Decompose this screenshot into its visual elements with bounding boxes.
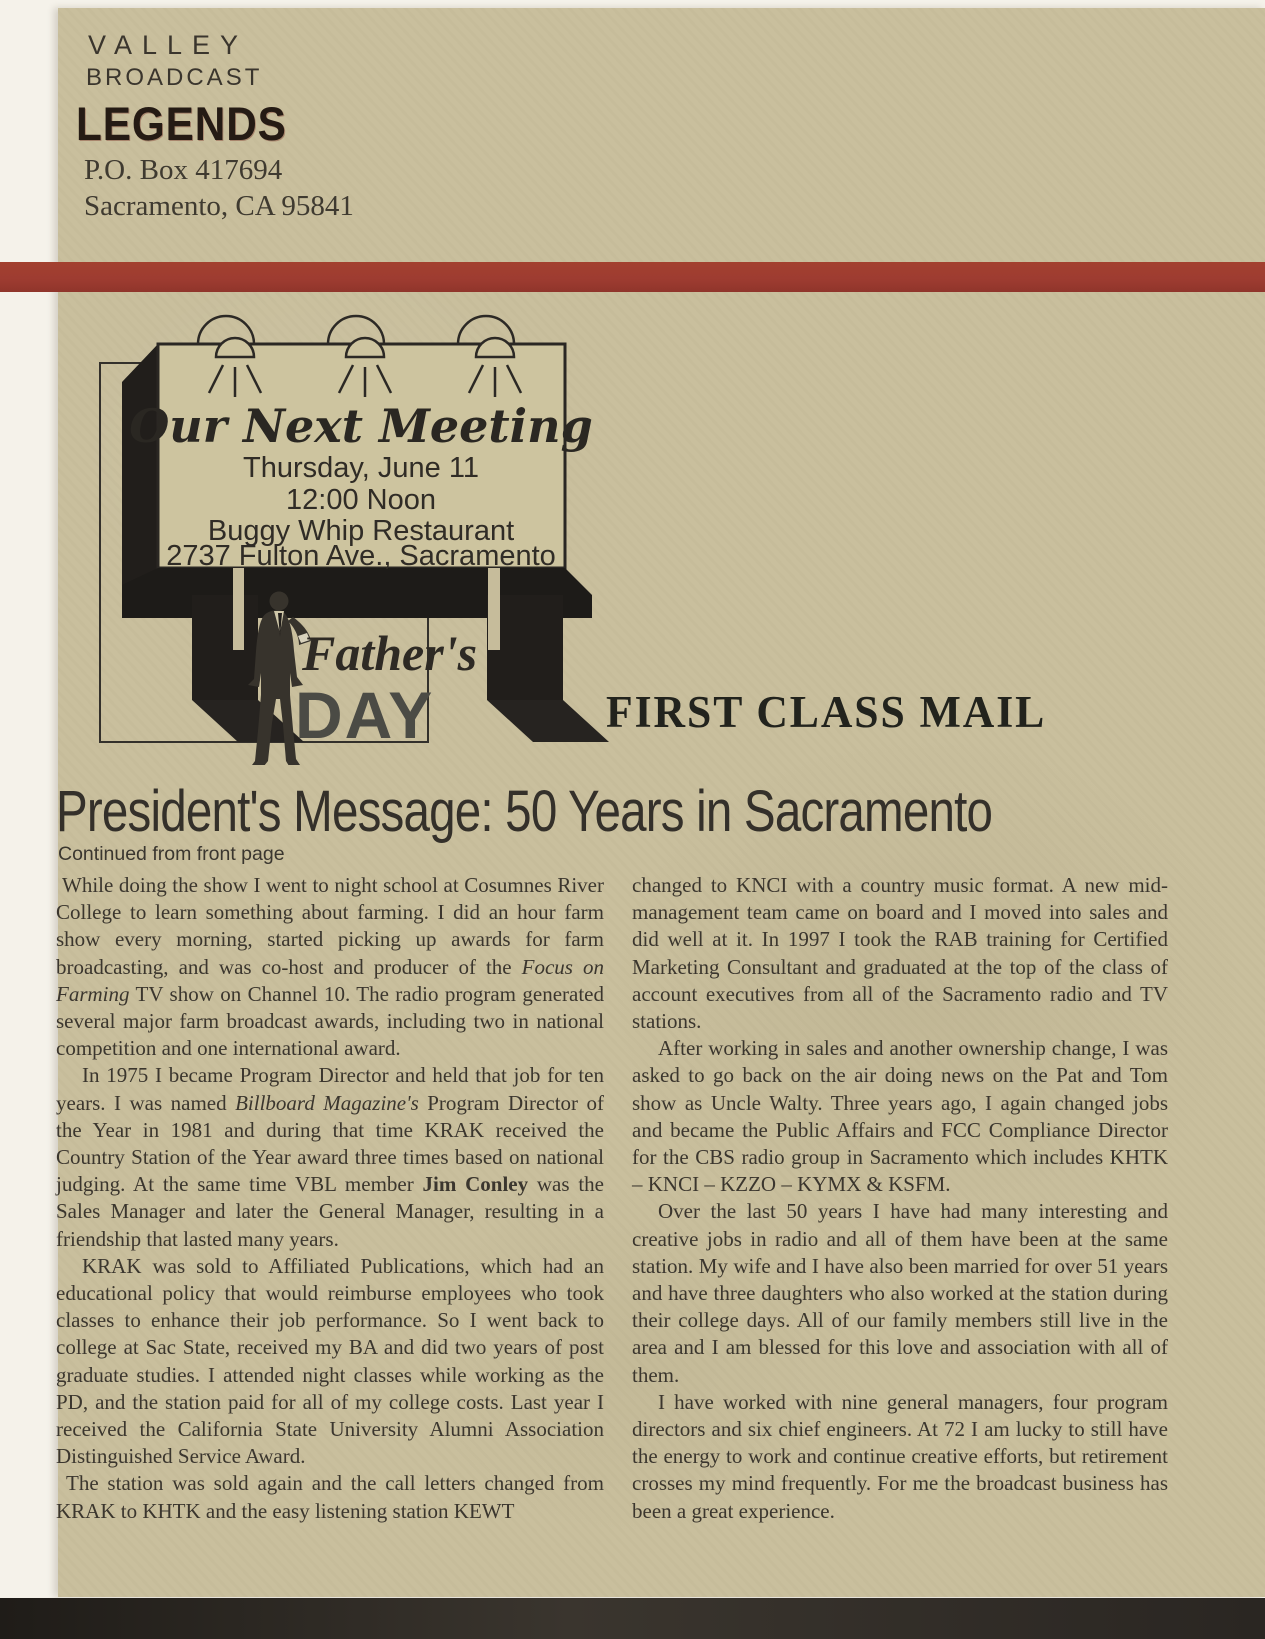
po-box-address: P.O. Box 417694 xyxy=(84,154,283,186)
paragraph-segment: Billboard Magazine's xyxy=(235,1090,419,1115)
paragraph-segment: Over the last 50 years I have had many interesting and creative jobs in radio and all of them have been at the same station. My wife and I have also been married for over 51 years and have three daughters who also worked at the station during their college days. All of our family members still live in the area and I am blessed for this love and association with all of them. xyxy=(632,1199,1168,1387)
article-body xyxy=(56,872,1168,1525)
masthead-broadcast: BROADCAST xyxy=(86,64,263,91)
left-leg-highlight xyxy=(233,568,244,650)
meeting-address: 2737 Fulton Ave., Sacramento xyxy=(166,540,556,572)
billboard-meeting-graphic xyxy=(90,295,630,765)
fathers-day-script: Father's xyxy=(302,625,478,681)
paragraph-segment: Focus on Farming xyxy=(56,954,604,1006)
meeting-title: Our Next Meeting xyxy=(129,399,593,453)
paragraph-segment: The station was sold again and the call letters changed from KRAK to KHTK and the easy listening station KEWT xyxy=(56,1471,604,1523)
article-paragraph xyxy=(632,1389,1168,1525)
article-column-right xyxy=(632,872,1168,1525)
article-column-left xyxy=(56,872,604,1525)
article-headline: President's Message: 50 Years in Sacramento xyxy=(56,779,993,844)
red-divider-stripe xyxy=(0,262,1265,292)
paragraph-segment: I have worked with nine general managers, four program directors and six chief engineers. At 72 I am lucky to still have the energy to work and continue creative efforts, but retirement crosses my mind frequently. For me the broadcast business has been a great experience. xyxy=(632,1389,1168,1523)
paragraph-segment: changed to KNCI with a country music format. A new mid-management team came on board and I moved into sales and did well at it. In 1997 I took the RAB training for Certified Marketing Consultant and graduated at the top of the class of account executives from all of the Sacramento radio and TV stations. xyxy=(632,873,1168,1034)
paragraph-segment: After working in sales and another ownership change, I was asked to go back on the air doing news on the Pat and Tom show as Uncle Walty. Three years ago, I again changed jobs and became the Public Affairs and FCC Compliance Director for the CBS radio group in Sacramento which includes KHTK – KNCI – KZZO – KYMX & KSFM. xyxy=(632,1036,1168,1197)
meeting-time: 12:00 Noon xyxy=(286,484,436,516)
paragraph-segment: While doing the show I went to night school at Cosumnes River College to learn something about farming. I did an hour farm show every morning, started picking up awards for farm broadcasting, and was co-host and producer of the xyxy=(56,873,604,979)
article-paragraph xyxy=(56,1253,604,1471)
article-paragraph xyxy=(632,1035,1168,1198)
masthead-valley: VALLEY xyxy=(88,30,249,60)
paragraph-segment: KRAK was sold to Affiliated Publications, which had an educational policy that would reimburse employees who took classes to enhance their job performance. So I went back to college at Sac State, received my BA and did two years of post graduate studies. I attended night classes while working as the PD, and the station paid for all of my college costs. Last year I received the California State University Alumni Association Distinguished Service Award. xyxy=(56,1253,604,1469)
billboard-side-panel xyxy=(122,344,158,610)
article-paragraph xyxy=(56,1470,604,1524)
article-continued-note: Continued from front page xyxy=(58,843,285,865)
first-class-mail-label: FIRST CLASS MAIL xyxy=(606,687,1047,737)
paragraph-segment: Program Director of the Year in 1981 and during that time KRAK received the Country Station of the Year award three times based on national judging. At the same time VBL member xyxy=(56,1090,604,1197)
article-paragraph xyxy=(632,1198,1168,1388)
meeting-venue: Buggy Whip Restaurant xyxy=(207,515,515,547)
right-leg-highlight xyxy=(488,568,500,650)
paragraph-segment: Jim Conley xyxy=(422,1172,529,1197)
article-paragraph xyxy=(56,872,604,1062)
paragraph-segment: In 1975 I became Program Director and held that job for ten years. I was named xyxy=(56,1063,604,1115)
article-paragraph xyxy=(632,872,1168,1035)
city-address: Sacramento, CA 95841 xyxy=(84,190,354,222)
meeting-date: Thursday, June 11 xyxy=(243,452,479,484)
article-paragraph xyxy=(56,1062,604,1252)
fathers-day-day: DAY xyxy=(295,678,435,752)
bottom-scan-bar xyxy=(0,1598,1265,1639)
legends-logo: LEGENDS xyxy=(76,97,287,150)
right-leg-shadow xyxy=(487,700,609,742)
paragraph-segment: TV show on Channel 10. The radio program generated several major farm broadcast awards, including two in national competition and one international award. xyxy=(56,981,604,1061)
billboard-left-leg xyxy=(192,595,258,700)
paragraph-segment: was the Sales Manager and later the General Manager, resulting in a friendship that lasted many years. xyxy=(56,1172,604,1251)
